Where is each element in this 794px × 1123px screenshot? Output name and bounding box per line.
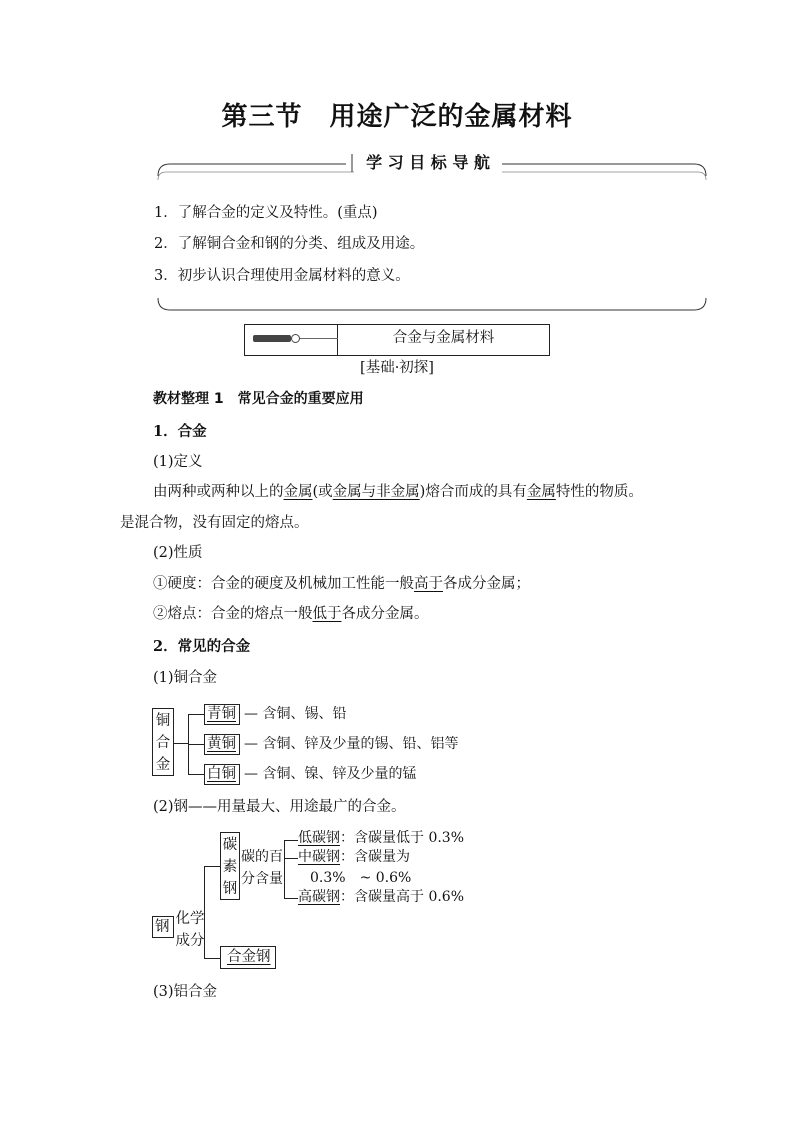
high-carbon-desc: ：含碳量高于 0.6% (340, 889, 465, 905)
carbon-percentage-label: 碳的百分含量 (241, 849, 283, 887)
goal-item-2: 2．了解铜合金和钢的分类、组成及用途。 (154, 236, 425, 252)
aluminum-alloy-label: (3)铝合金 (153, 984, 218, 1000)
def-text-3: )熔合而成的具有 (419, 484, 527, 500)
copper-root-label: 铜合金 (155, 713, 171, 773)
alloy-steel-box (220, 946, 276, 969)
high-carbon-name: 高碳钢 (298, 889, 340, 905)
low-carbon-desc: ：含碳量低于 0.3% (340, 830, 465, 846)
def-blank-2: 金属与非金属 (332, 484, 420, 500)
goal-item-3: 3．初步认识合理使用金属材料的意义。 (154, 268, 410, 284)
page-title: 第三节 用途广泛的金属材料 (221, 102, 573, 132)
brass-desc: — 含铜、锌及少量的锡、铅、铝等 (244, 736, 459, 752)
melting-blank: 低于 (312, 606, 342, 622)
property-label: (2)性质 (153, 545, 203, 561)
medium-carbon-range: 0.3% ~ 0.6% (310, 870, 412, 886)
steel-label: (2)钢——用量最大、用途最广的合金。 (153, 799, 406, 815)
cupronickel-box (204, 764, 240, 785)
goal-item-1: 1．了解合金的定义及特性。(重点) (154, 205, 378, 221)
bronze-box (204, 704, 240, 725)
carbon-steel-box (220, 832, 240, 900)
section-header-ornament (253, 334, 329, 344)
goals-header: 学 习 目 标 导 航 (354, 153, 502, 173)
alloy-steel-label: 合金钢 (227, 949, 271, 965)
hardness-blank: 高于 (414, 576, 443, 592)
steel-root-box (152, 916, 174, 938)
property-hardness (153, 574, 530, 594)
section-header-box (244, 324, 550, 356)
bronze-desc: — 含铜、锡、铅 (244, 706, 347, 722)
def-blank-1: 金属 (283, 484, 313, 500)
cupronickel-label: 白铜 (207, 766, 236, 782)
copper-root-box (152, 708, 174, 776)
definition-line-1 (153, 482, 643, 502)
definition-line-2: 是混合物，没有固定的熔点。 (120, 515, 309, 531)
low-carbon-steel (298, 828, 464, 848)
medium-carbon-steel (298, 847, 410, 867)
high-carbon-steel (298, 887, 464, 907)
subheading-common-alloys: 2．常见的合金 (153, 638, 251, 655)
def-text-2: (或 (312, 484, 333, 500)
chemical-composition-label: 化学成分 (175, 911, 205, 949)
copper-alloy-label: (1)铜合金 (153, 670, 218, 686)
hardness-text-end: 各成分金属； (443, 576, 530, 592)
def-text-1: 由两种或两种以上的 (153, 484, 284, 500)
def-blank-3: 金属 (526, 484, 556, 500)
steel-root-label: 钢 (155, 919, 170, 935)
medium-carbon-desc: ：含碳量为 (340, 849, 410, 865)
medium-carbon-name: 中碳钢 (298, 849, 340, 865)
property-melting-point (153, 604, 429, 624)
melting-text-end: 各成分金属。 (341, 606, 429, 622)
carbon-steel-label: 碳素钢 (222, 837, 238, 897)
section-header-title: 合金与金属材料 (392, 330, 495, 346)
def-text-4: 特性的物质。 (555, 484, 643, 500)
hardness-text: ①硬度：合金的硬度及机械加工性能一般 (153, 576, 414, 592)
cupronickel-desc: — 含铜、镍、锌及少量的锰 (244, 766, 417, 782)
goals-frame-lines (150, 150, 712, 315)
melting-text: ②熔点：合金的熔点一般 (153, 606, 313, 622)
brass-label: 黄铜 (207, 736, 236, 752)
heading-textbook-1: 教材整理 1 常见合金的重要应用 (153, 391, 364, 407)
subheading-alloy: 1．合金 (153, 423, 207, 440)
low-carbon-name: 低碳钢 (298, 830, 340, 846)
brass-box (204, 734, 240, 755)
definition-label: (1)定义 (153, 454, 203, 470)
bronze-label: 青铜 (207, 706, 236, 722)
section-tag: [基础·初探] (360, 360, 434, 376)
